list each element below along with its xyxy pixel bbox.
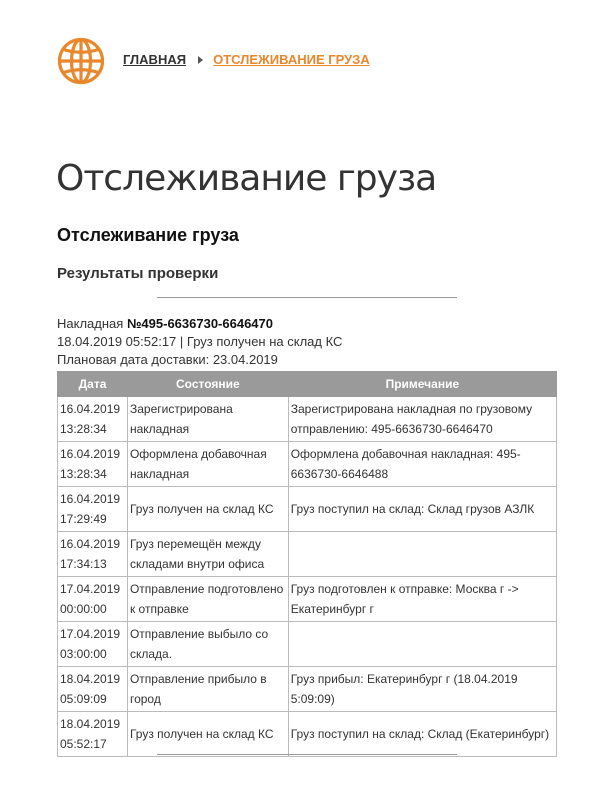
- cell-note: Зарегистрирована накладная по грузовому отправлению: 495-6636730-6646470: [288, 397, 556, 442]
- cell-date: 17.04.2019 00:00:00: [58, 577, 128, 622]
- cell-note: Оформлена добавочная накладная: 495-6636730-6646488: [288, 442, 556, 487]
- cell-note: Груз подготовлен к отправке: Москва г -> Екатеринбург г: [288, 577, 556, 622]
- section-title: Отслеживание груза: [57, 225, 239, 245]
- cell-date: 18.04.2019 05:09:09: [58, 667, 128, 712]
- cell-state: Зарегистрирована накладная: [127, 397, 288, 442]
- column-header-state: Состояние: [127, 372, 288, 397]
- cell-note: Груз поступил на склад: Склад (Екатеринбург): [288, 712, 556, 757]
- table-row: [58, 577, 557, 622]
- cell-date: 17.04.2019 03:00:00: [58, 622, 128, 667]
- breadcrumb-separator-icon: [198, 56, 203, 64]
- globe-logo-icon[interactable]: [57, 37, 105, 85]
- divider-bottom: [157, 754, 457, 755]
- waybill-number-line: [57, 315, 342, 333]
- tracking-table: [57, 371, 557, 757]
- waybill-info: [57, 315, 342, 369]
- table-row: [58, 442, 557, 487]
- waybill-planned-delivery: Плановая дата доставки: 23.04.2019: [57, 352, 278, 367]
- table-row: [58, 397, 557, 442]
- page-title: Отслеживание груза: [56, 158, 437, 199]
- waybill-label: Накладная: [57, 316, 124, 331]
- table-row: [58, 532, 557, 577]
- cell-note: Груз поступил на склад: Склад грузов АЗЛК: [288, 487, 556, 532]
- table-row: [58, 622, 557, 667]
- table-header-row: [58, 372, 557, 397]
- breadcrumb: [123, 52, 370, 67]
- cell-date: 18.04.2019 05:52:17: [58, 712, 128, 757]
- cell-state: Отправление прибыло в город: [127, 667, 288, 712]
- cell-state: Отправление выбыло со склада.: [127, 622, 288, 667]
- cell-date: 16.04.2019 17:29:49: [58, 487, 128, 532]
- waybill-status-line: 18.04.2019 05:52:17 | Груз получен на склад КС: [57, 334, 343, 349]
- table-row: [58, 667, 557, 712]
- cell-date: 16.04.2019 13:28:34: [58, 442, 128, 487]
- cell-state: Оформлена добавочная накладная: [127, 442, 288, 487]
- table-row: [58, 487, 557, 532]
- cell-note: [288, 532, 556, 577]
- cell-date: 16.04.2019 13:28:34: [58, 397, 128, 442]
- cell-state: Отправление подготовлено к отправке: [127, 577, 288, 622]
- table-row: [58, 712, 557, 757]
- breadcrumb-current-link[interactable]: ОТСЛЕЖИВАНИЕ ГРУЗА: [213, 52, 370, 67]
- cell-note: Груз прибыл: Екатеринбург г (18.04.2019 5:09:09): [288, 667, 556, 712]
- column-header-note: Примечание: [288, 372, 556, 397]
- cell-state: Груз перемещён между складами внутри офиса: [127, 532, 288, 577]
- cell-date: 16.04.2019 17:34:13: [58, 532, 128, 577]
- cell-state: Груз получен на склад КС: [127, 712, 288, 757]
- column-header-date: Дата: [58, 372, 128, 397]
- results-title: Результаты проверки: [57, 265, 219, 282]
- waybill-number: №495-6636730-6646470: [126, 316, 273, 331]
- cell-note: [288, 622, 556, 667]
- breadcrumb-home-link[interactable]: ГЛАВНАЯ: [123, 52, 187, 67]
- cell-state: Груз получен на склад КС: [127, 487, 288, 532]
- divider-top: [157, 297, 457, 298]
